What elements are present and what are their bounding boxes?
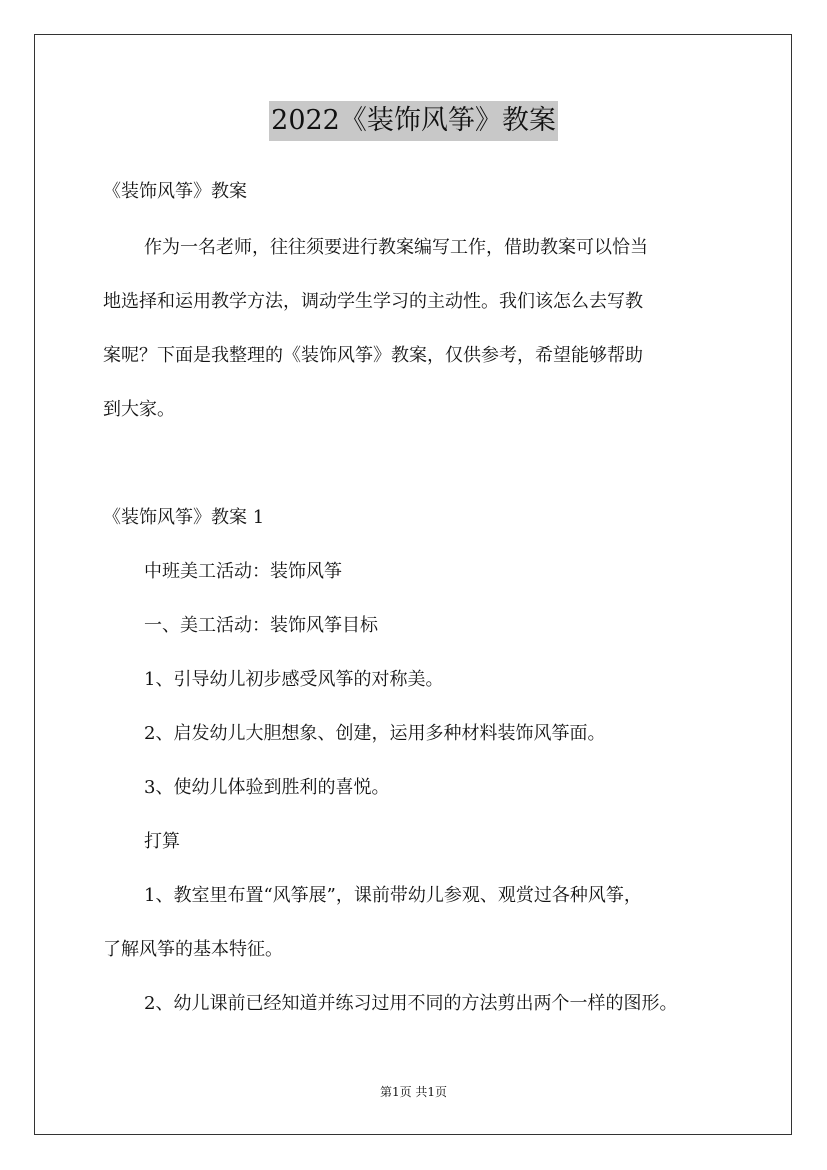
paragraph-line: 2、启发幼儿大胆想象、创建，运用多种材料装饰风筝面。	[144, 723, 606, 744]
paragraph-line: 1、引导幼儿初步感受风筝的对称美。	[144, 669, 444, 690]
section-heading: 《装饰风筝》教案 1	[103, 507, 265, 528]
document-title-wrap	[0, 101, 827, 141]
paragraph-line: 地选择和运用教学方法，调动学生学习的主动性。我们该怎么去写教	[103, 291, 643, 312]
paragraph-line: 作为一名老师，往往须要进行教案编写工作，借助教案可以恰当	[144, 237, 648, 258]
paragraph-line: 打算	[144, 831, 180, 852]
paragraph-line: 2、幼儿课前已经知道并练习过用不同的方法剪出两个一样的图形。	[144, 993, 678, 1014]
paragraph-line: 一、美工活动：装饰风筝目标	[144, 615, 378, 636]
paragraph-line: 中班美工活动：装饰风筝	[144, 561, 342, 582]
page-footer: 第1页 共1页	[379, 1085, 448, 1099]
document-title: 2022《装饰风筝》教案	[269, 101, 558, 141]
paragraph-line: 3、使幼儿体验到胜利的喜悦。	[144, 777, 390, 798]
paragraph-line: 1、教室里布置“风筝展”，课前带幼儿参观、观赏过各种风筝，	[144, 885, 642, 906]
paragraph-line: 案呢？下面是我整理的《装饰风筝》教案，仅供参考，希望能够帮助	[103, 345, 643, 366]
paragraph-line: 到大家。	[103, 399, 175, 420]
intro-heading: 《装饰风筝》教案	[103, 181, 247, 202]
paragraph-line: 了解风筝的基本特征。	[103, 939, 283, 960]
